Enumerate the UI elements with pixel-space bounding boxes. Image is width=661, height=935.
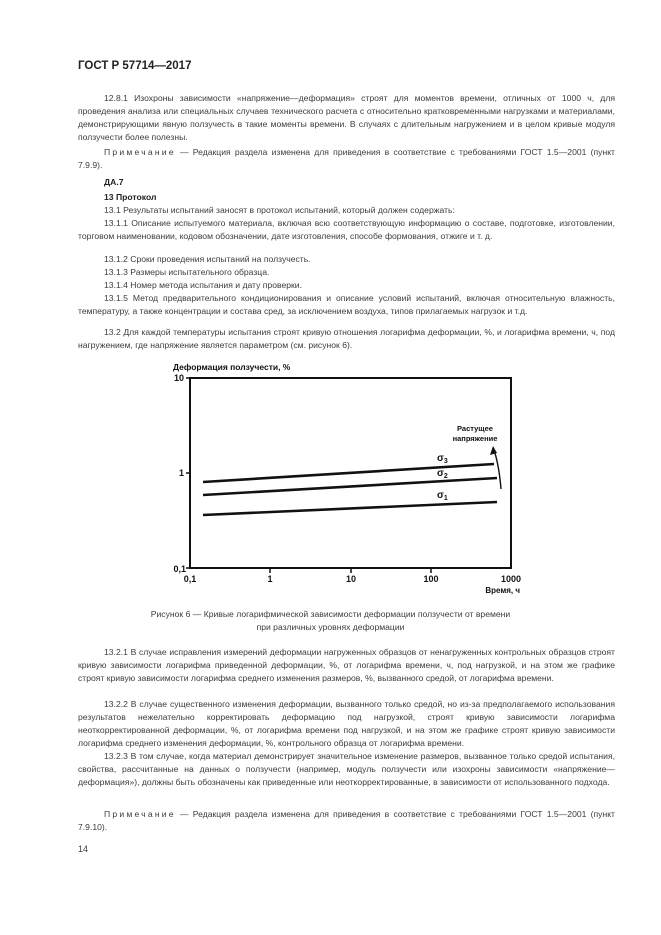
x-tick-0-1: 0,1 — [183, 574, 197, 584]
increasing-stress-arrow — [494, 450, 501, 489]
paragraph-13-1: 13.1 Результаты испытаний заносят в протокол испытаний, который должен содержать: — [104, 205, 455, 215]
paragraph-13-1-2: 13.1.2 Сроки проведения испытаний на ползучесть. — [104, 254, 311, 264]
y-tick-10: 10 — [173, 373, 184, 383]
y-tick-0-1: 0,1 — [173, 564, 186, 574]
annotation-line1: Растущее — [457, 424, 493, 433]
figure-caption-line1: Рисунок 6 — Кривые логарифмической зависимости деформации ползучести от времени — [150, 609, 511, 619]
x-tick-10: 10 — [345, 574, 357, 584]
x-tick-1000: 1000 — [500, 574, 522, 584]
paragraph-13-2-2: 13.2.2 В случае существенного изменения деформации, вызванного только средой, но из-за предполагаемого использования результатов нежелательно корректировать деформацию под нагрузкой, строят кривую зависимости логарифма неоткорректированной деформации, %, от логарифма времени под нагрузкой, и на этом же графике строят кривую зависимости логарифма среднего изменения деформации, %, контрольного образца от логарифма времени. — [78, 699, 615, 748]
note-text: — Редакция раздела изменена для приведения в соответствие с требованиями ГОСТ 1.5—2001 (пункт 7.9.9). — [78, 147, 615, 170]
paragraph-13-1-1: 13.1.1 Описание испытуемого материала, включая всю соответствующую информацию о составе, подготовке, изготовлении, торговом наименовании, кодовом обозначении, дате изготовления, способе формования, отжиге и т. д. — [78, 218, 615, 241]
paragraph-12-8-1: 12.8.1 Изохроны зависимости «напряжение—деформация» строят для моментов времени, отличных от 1000 ч, для проведения анализа или специальных случаев технического расчета с относительно кратковременными нагрузками и материалами, демонстрирующими явную ползучесть в такие моменты времени. В случаях с длительным нагружением и в целом кривые модуля ползучести более полезны. — [78, 93, 615, 142]
section-13-title: 13 Протокол — [104, 192, 157, 202]
annotation-line2: напряжение — [452, 434, 498, 443]
label-sigma3: $\sigma_3$ — [437, 453, 448, 465]
paragraph-13-1-4: 13.1.4 Номер метода испытания и дату проверки. — [104, 280, 302, 290]
label-sigma1: $\sigma_1$ — [437, 490, 448, 502]
figure-caption-line2: при различных уровнях деформации — [256, 622, 405, 632]
series-sigma1-line — [203, 502, 497, 515]
figure-6-chart — [150, 355, 550, 600]
arrow-head-icon — [490, 446, 497, 455]
paragraph-13-1-3: 13.1.3 Размеры испытательного образца. — [104, 267, 270, 277]
y-axis-label: Деформация ползучести, % — [173, 362, 291, 372]
note-label: Примечание — [104, 809, 176, 819]
note-1 — [78, 146, 615, 172]
x-tick-100: 100 — [423, 574, 439, 584]
note-text: — Редакция раздела изменена для приведения в соответствие с требованиями ГОСТ 1.5—2001 (пункт 7.9.10). — [78, 809, 615, 832]
note-label: Примечание — [104, 147, 176, 157]
paragraph-13-2-3: 13.2.3 В том случае, когда материал демонстрирует значительное изменение размеров, вызванное только средой испытания, свойства, рассчитанные на данных о ползучести (например, модуль ползучести или изохроны зависимости «напряжение—деформация»), должны быть обозначены как приведенные или неоткорректированные, в зависимости от использованного подхода. — [78, 751, 615, 787]
section-da7: ДА.7 — [104, 177, 124, 187]
x-tick-1: 1 — [267, 574, 273, 584]
document-header: ГОСТ Р 57714—2017 — [78, 60, 192, 72]
page-number: 14 — [78, 844, 89, 854]
label-sigma2: $\sigma_2$ — [437, 468, 448, 480]
x-axis-label: Время, ч — [485, 586, 520, 595]
paragraph-13-2: 13.2 Для каждой температуры испытания строят кривую отношения логарифма деформации, %, и логарифма времени, ч, под нагружением, где напряжение является параметром (см. рисунок 6). — [78, 327, 615, 350]
y-tick-1: 1 — [178, 468, 184, 478]
note-2 — [78, 808, 615, 834]
paragraph-13-1-5: 13.1.5 Метод предварительного кондиционирования и описание условий испытаний, включая относительную влажность, температуру, а также концентрации и состава сред, за исключением воздуха, типов прилагаемых нагрузок и т.д. — [78, 293, 615, 316]
series-sigma3-line — [203, 464, 494, 482]
paragraph-13-2-1: 13.2.1 В случае исправления измерений деформации нагруженных образцов от ненагруженных контрольных образцов строят кривую зависимости логарифма приведенной деформации, %, от логарифма времени, ч, под нагрузкой, и на этом же графике строят кривую зависимости логарифма среднего изменения размеров, %, вызванного средой, от логарифма времени. — [78, 647, 615, 683]
